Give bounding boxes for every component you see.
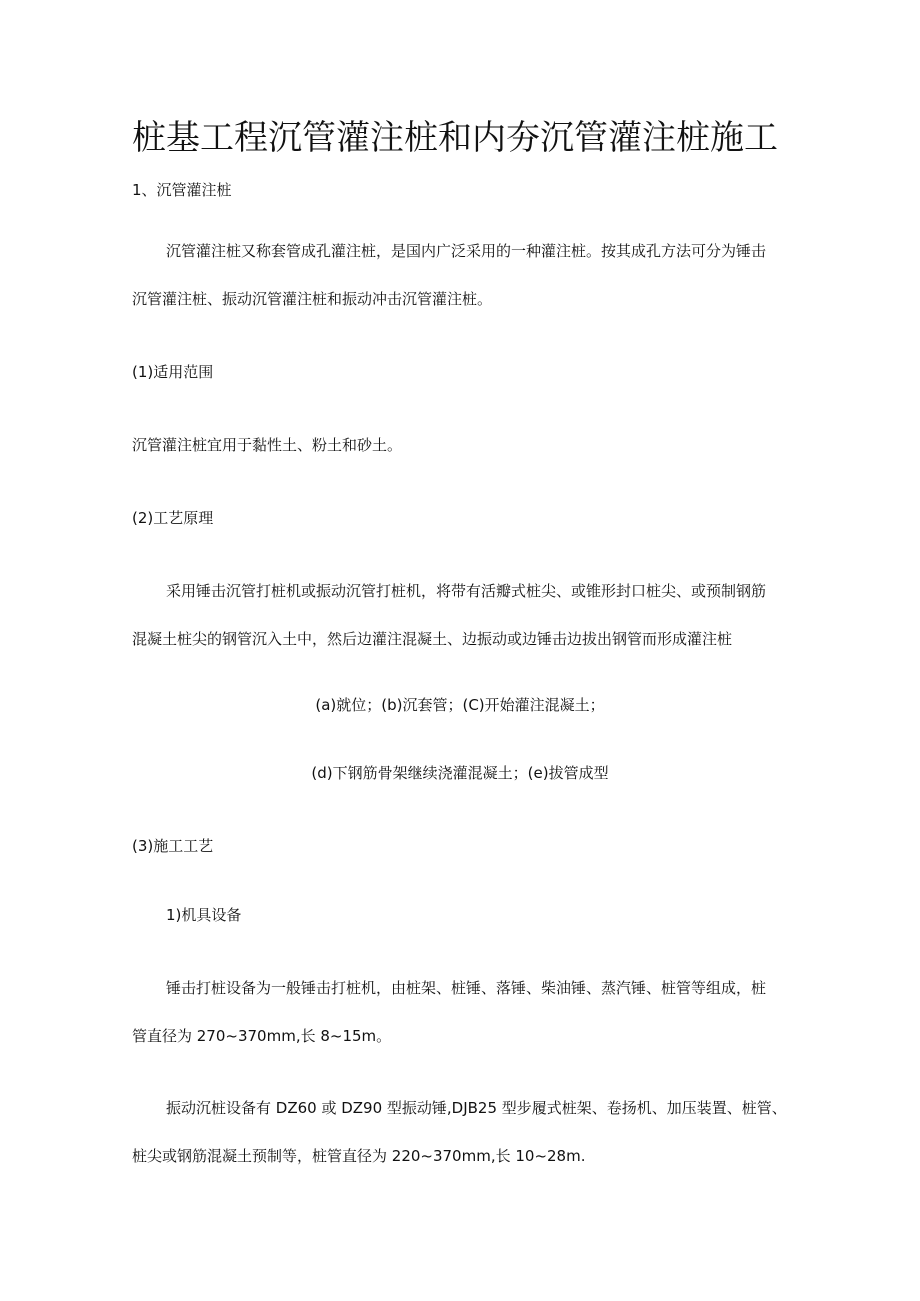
subheading-principle: (2)工艺原理 — [132, 509, 214, 527]
subheading-scope: (1)适用范围 — [132, 363, 214, 381]
paragraph-vibration-line-1: 振动沉桩设备有 DZ60 或 DZ90 型振动锤,DJB25 型步履式桩架、卷扬机、加压装置、桩管、 — [166, 1099, 787, 1117]
paragraph-scope: 沉管灌注桩宜用于黏性土、粉土和砂土。 — [132, 436, 403, 454]
paragraph-principle-line-1: 采用锤击沉管打桩机或振动沉管打桩机，将带有活瓣式桩尖、或锥形封口桩尖、或预制钢筋 — [166, 582, 767, 600]
paragraph-hammer-line-2: 管直径为 270~370mm,长 8~15m。 — [132, 1027, 392, 1045]
paragraph-intro-line-1: 沉管灌注桩又称套管成孔灌注桩，是国内广泛采用的一种灌注桩。按其成孔方法可分为锤击 — [166, 242, 767, 260]
paragraph-vibration-line-2: 桩尖或钢筋混凝土预制等，桩管直径为 220~370mm,长 10~28m. — [132, 1147, 586, 1165]
figure-caption-line-2: (d)下钢筋骨架继续浇灌混凝土；(e)拔管成型 — [311, 764, 609, 782]
paragraph-principle-line-2: 混凝土桩尖的钢管沉入土中，然后边灌注混凝土、边振动或边锤击边拔出钢管而形成灌注桩 — [132, 630, 733, 648]
document-title: 桩基工程沉管灌注桩和内夯沉管灌注桩施工 — [132, 118, 778, 158]
paragraph-hammer-line-1: 锤击打桩设备为一般锤击打桩机，由桩架、桩锤、落锤、柴油锤、蒸汽锤、桩管等组成，桩 — [166, 979, 767, 997]
figure-caption-line-1: (a)就位；(b)沉套管；(C)开始灌注混凝土； — [315, 696, 605, 714]
paragraph-intro-line-2: 沉管灌注桩、振动沉管灌注桩和振动冲击沉管灌注桩。 — [132, 290, 493, 308]
subheading-equipment: 1)机具设备 — [166, 906, 242, 924]
section-heading-pile: 1、沉管灌注桩 — [132, 181, 232, 199]
subheading-process: (3)施工工艺 — [132, 837, 214, 855]
